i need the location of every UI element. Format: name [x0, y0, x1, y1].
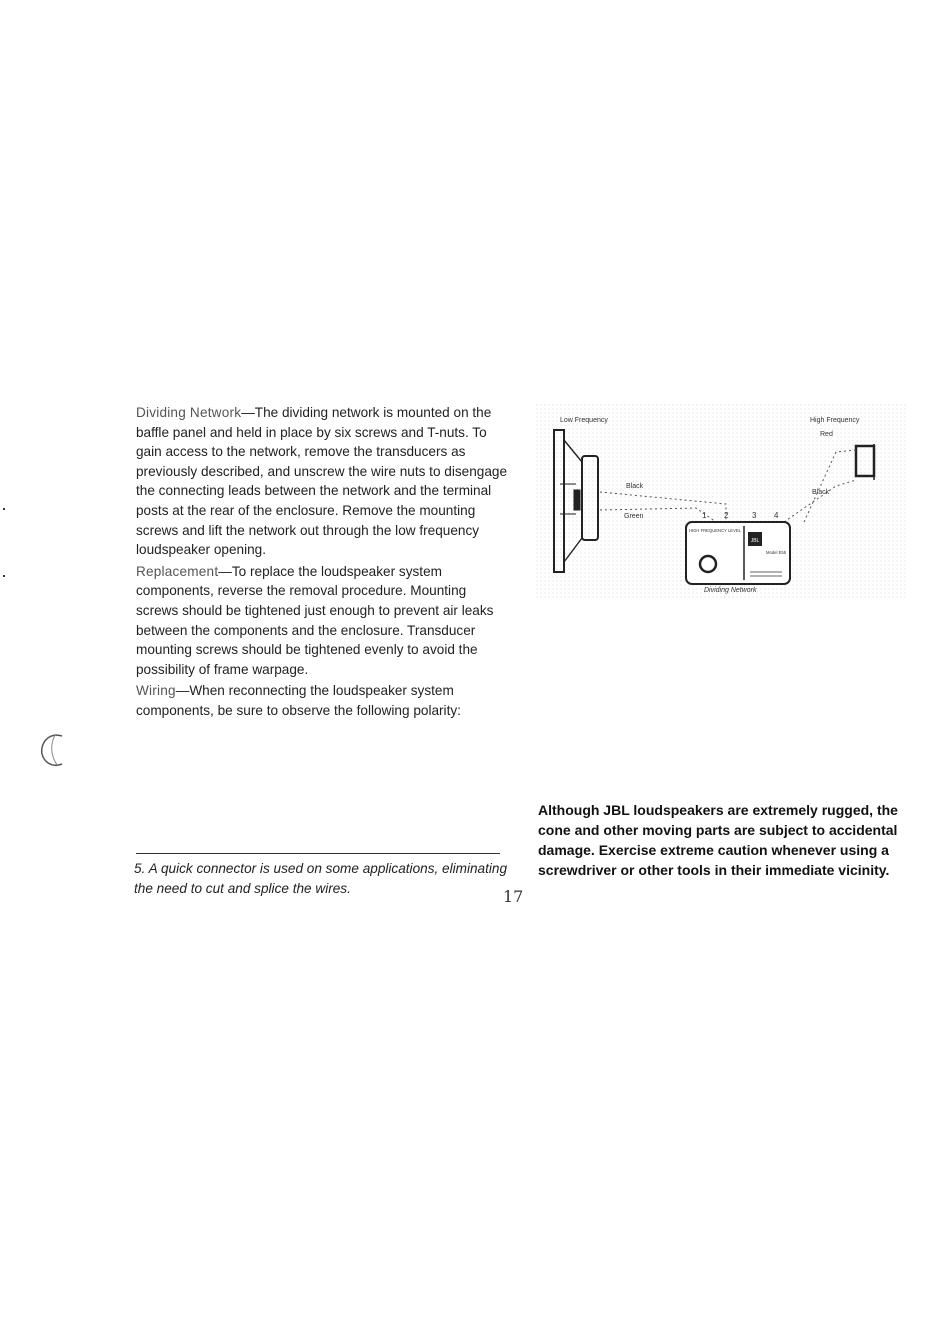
high-frequency-label: High Frequency [810, 417, 860, 424]
wire-red-label: Red [820, 431, 833, 438]
heading-dividing-network: Dividing Network [136, 405, 242, 420]
footnote: 5. A quick connector is used on some applications, eliminating the need to cut and splice the wires. [134, 861, 508, 896]
body-dividing-network: —The dividing network is mounted on the baffle panel and held in place by six screws and T-nuts. To gain access to the network, remove the transducers as previously described, and unscrew the wire nuts to disengage the connecting leads between the network and the terminal posts at the rear of the enclosure. Remove the mounting screws and lift the network out through the low frequency loudspeaker opening. [136, 405, 508, 558]
paragraph-replacement [136, 562, 508, 680]
binder-hole-icon [36, 730, 70, 770]
wire-green-label: Green [624, 513, 644, 520]
wire-black-left-label: Black [626, 483, 644, 490]
caution-text: Although JBL loudspeakers are extremely rugged, the cone and other moving parts are subject to accidental damage. Exercise extreme caution whenever using a screwdriver or other tools in their immediate vicinity. [538, 802, 898, 878]
paragraph-wiring [136, 681, 508, 720]
wiring-diagram [536, 404, 906, 600]
terminal-2: 2 [724, 511, 729, 520]
heading-wiring: Wiring [136, 683, 176, 699]
level-label: HIGH FREQUENCY LEVEL [688, 528, 742, 533]
dividing-network-board [686, 522, 790, 584]
brand-label: JBL [750, 538, 760, 544]
margin-speck [3, 508, 5, 510]
margin-speck [3, 575, 5, 577]
terminal-4: 4 [774, 511, 779, 520]
paragraph-dividing-network [136, 403, 508, 560]
terminal-1: 1 [702, 511, 707, 520]
terminal-3: 3 [752, 511, 757, 520]
network-label: Dividing Network [704, 587, 757, 594]
model-label: Model E55 [766, 550, 787, 555]
wire-black-right-label: Black [812, 489, 830, 496]
body-replacement: —To replace the loudspeaker system components, reverse the removal procedure. Mounting screws should be tightened just enough to prevent air leaks between the components and the enclosure. Transducer mounting screws should be tightened evenly to avoid the possibility of frame warpage. [136, 563, 494, 677]
low-frequency-label: Low Frequency [560, 417, 608, 424]
body-wiring: —When reconnecting the loudspeaker system components, be sure to observe the following polarity: [136, 683, 461, 718]
heading-replacement: Replacement [136, 563, 219, 579]
left-column [136, 403, 508, 723]
footnote-rule [136, 853, 500, 854]
page-number: 17 [503, 887, 524, 906]
